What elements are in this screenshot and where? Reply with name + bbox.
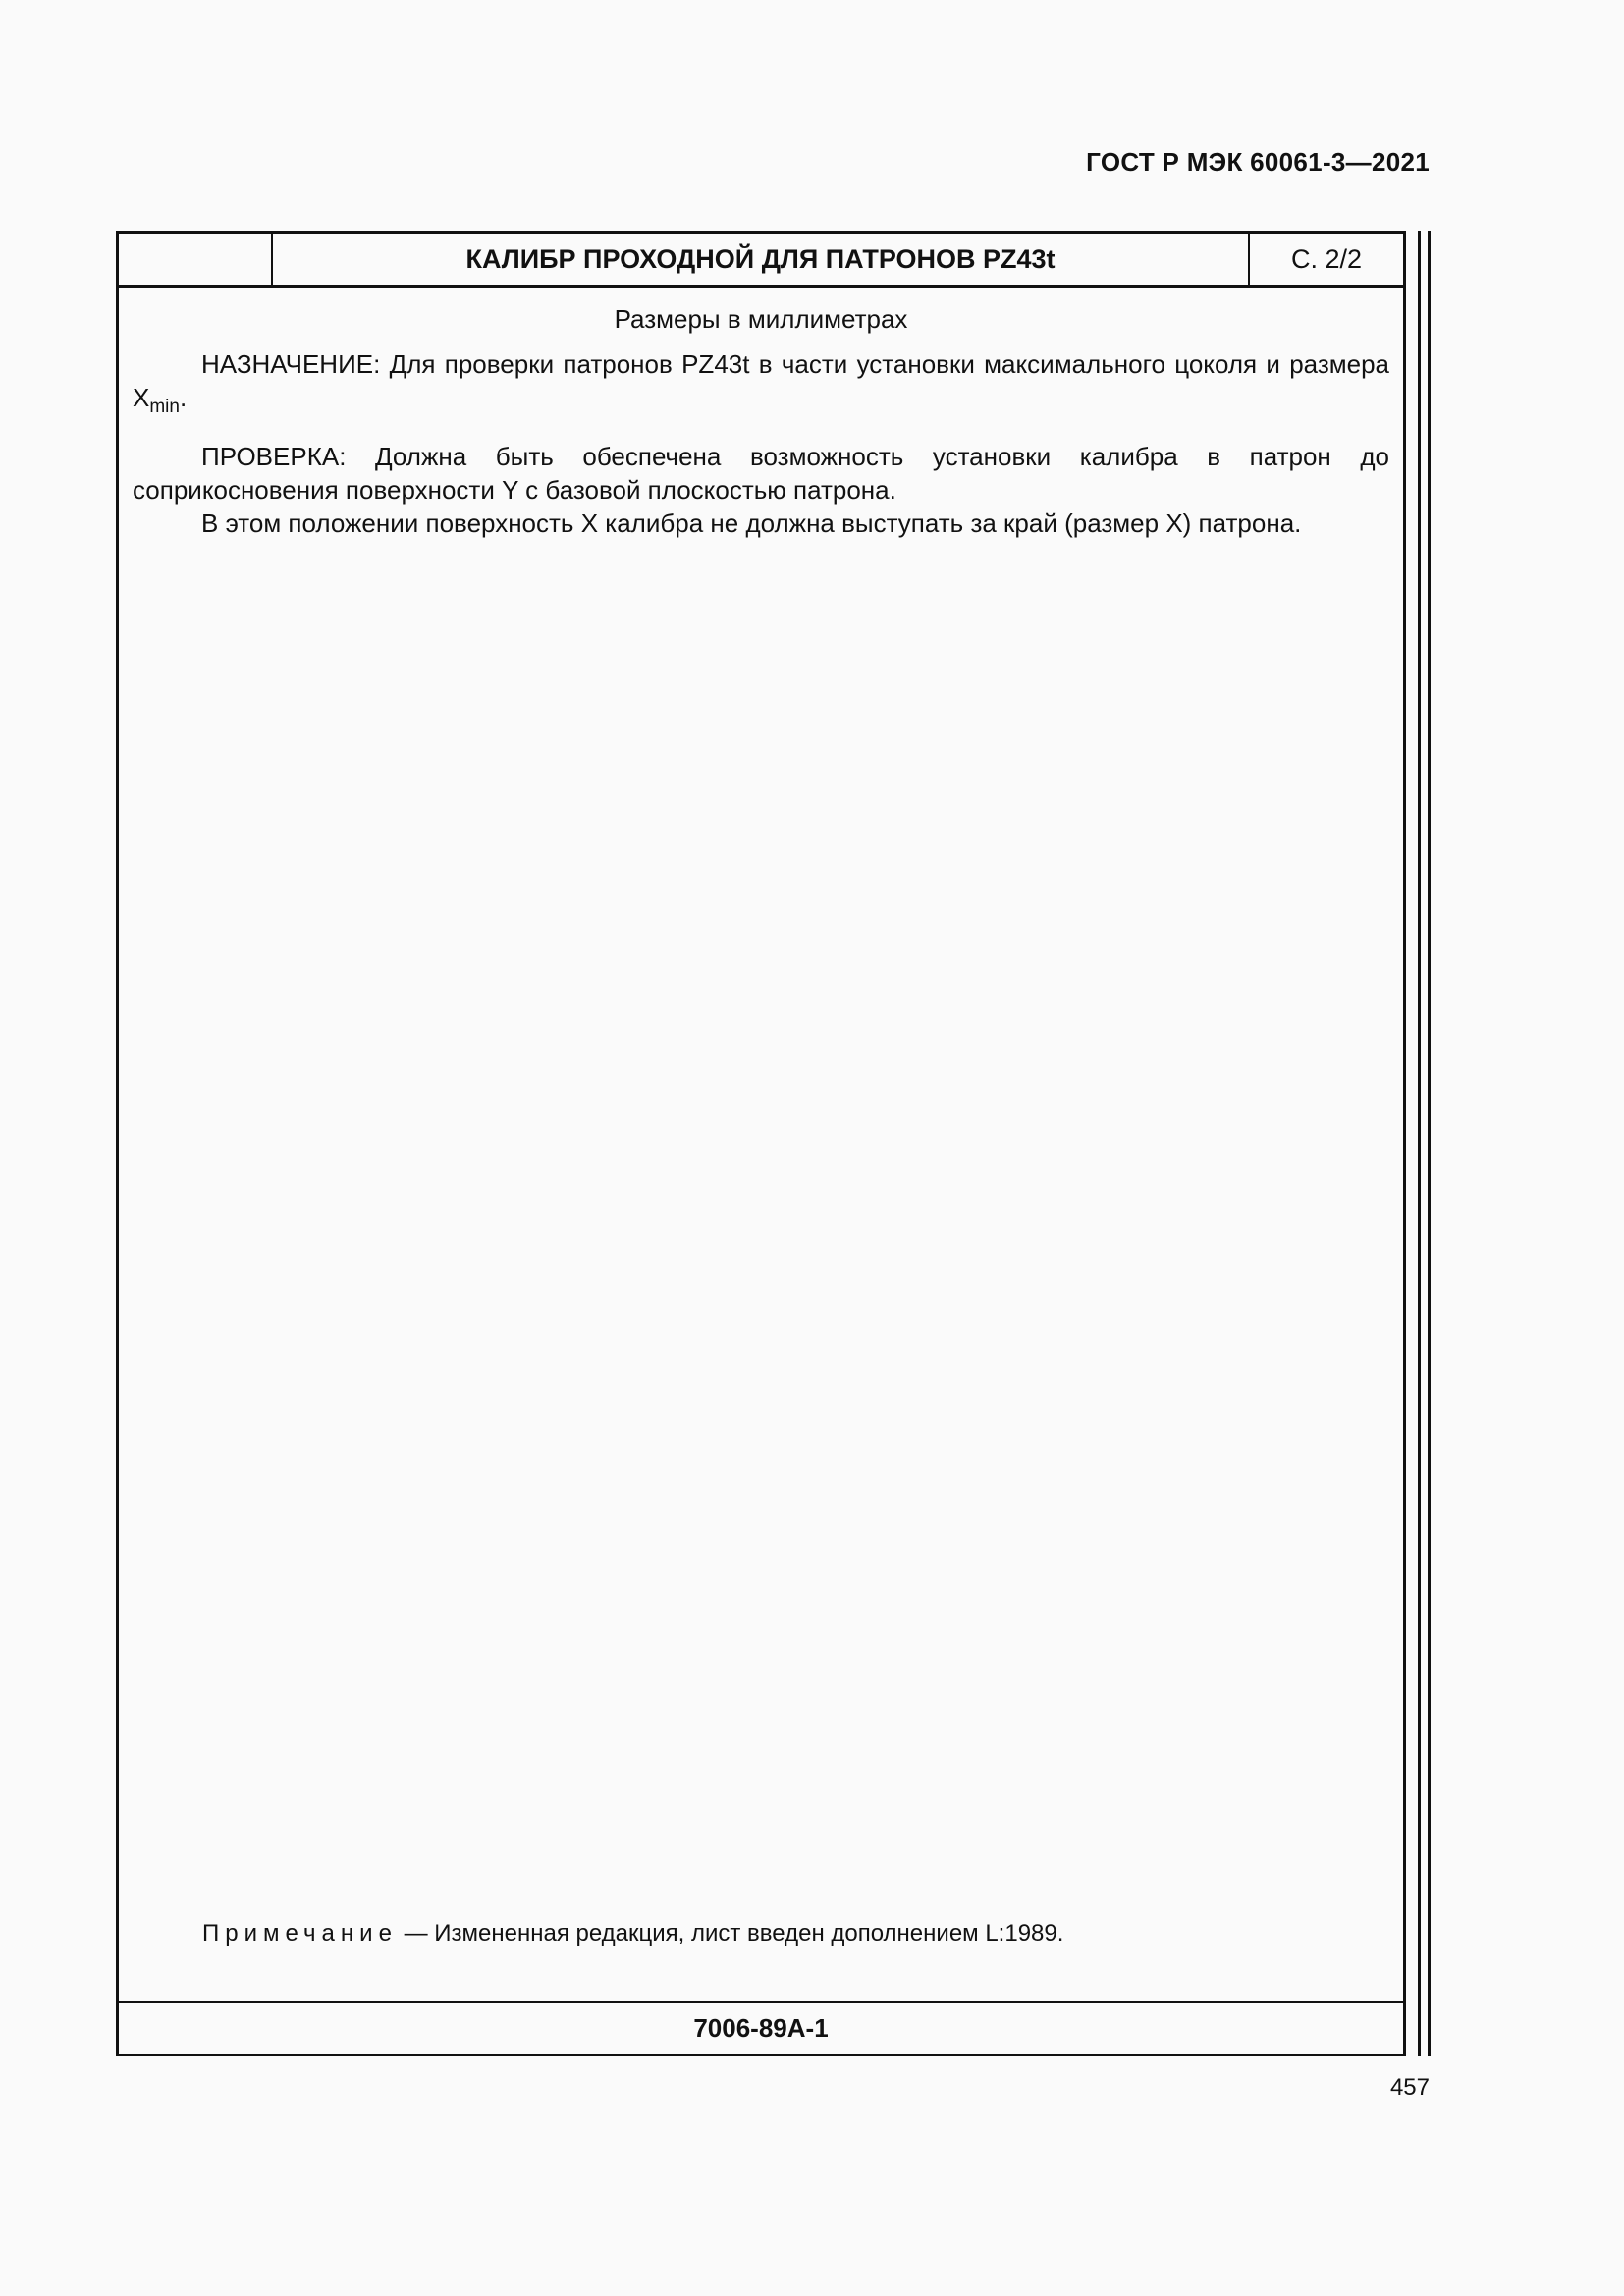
binding-line [1418,231,1421,2056]
sheet-header [119,234,1403,288]
sheet-number: С. 2/2 [1290,243,1363,274]
sheet-title: КАЛИБР ПРОХОДНОЙ ДЛЯ ПАТРОНОВ PZ43t [273,234,1250,285]
page-number: 457 [1389,2074,1430,2101]
sheet-frame [116,231,1406,2056]
note [202,1920,1063,1948]
purpose-paragraph [133,347,1389,417]
check-paragraph-2: В этом положении поверхность X калибра не должна выступать за край (размер X) патрона. [201,508,1302,538]
purpose-end: . [179,383,188,412]
binding-line [1428,231,1431,2056]
units-note: Размеры в миллиметрах [614,304,908,334]
note-text: — Измененная редакция, лист введен дополнением L:1989. [397,1920,1064,1947]
note-label: Примечание [202,1920,398,1947]
check-paragraph: ПРОВЕРКА: Должна быть обеспечена возможность установки калибра в патрон до соприкосновения поверхности Y с базовой плоскостью патрона. [133,442,1389,505]
purpose-subscript: min [149,397,180,417]
sheet-code: 7006-89A-1 [119,2001,1403,2054]
purpose-text: НАЗНАЧЕНИЕ: Для проверки патронов PZ43t в части установки максимального цоколя и размера X [133,349,1389,412]
header-empty-cell [119,234,273,285]
sheet-body [133,347,1389,540]
standard-code: ГОСТ Р МЭК 60061-3—2021 [1086,147,1430,177]
